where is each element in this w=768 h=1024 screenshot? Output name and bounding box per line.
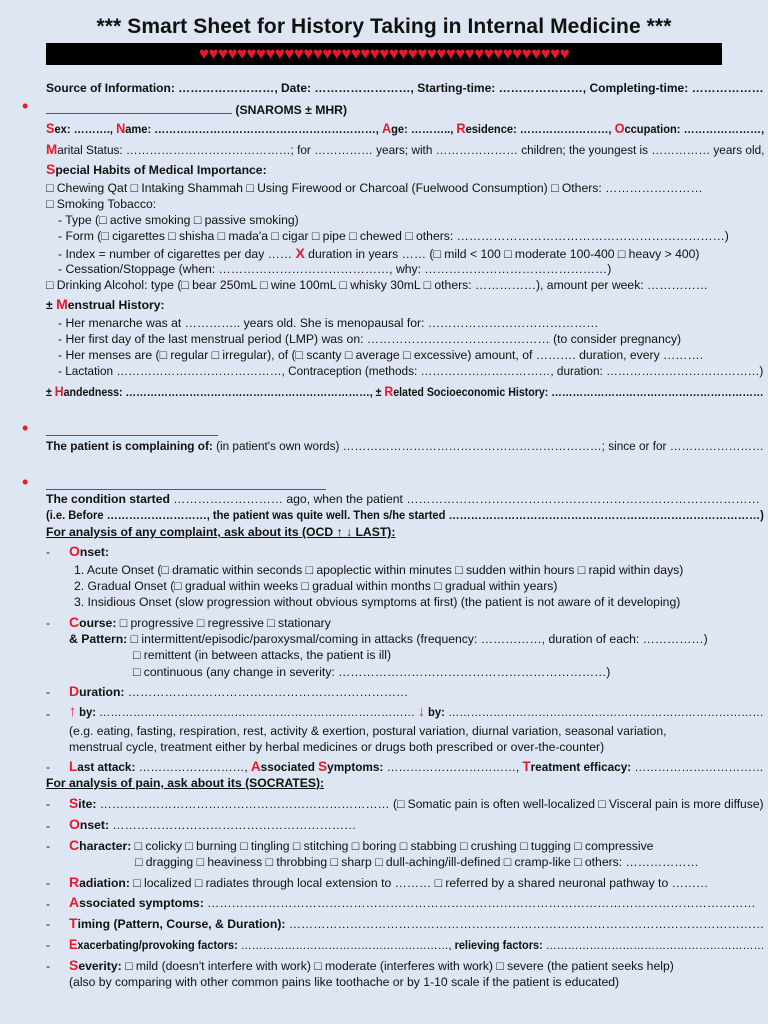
list-dash: - [46,545,51,559]
list-dash: - [46,707,51,721]
alcohol-line[interactable]: □ Drinking Alcohol: type (□ bear 250mL □ wine 100mL □ whisky 30mL □ others: ……………), amount per week: …………… [46,278,708,292]
list-dash: - [46,685,51,699]
page-title: *** Smart Sheet for History Taking in Internal Medicine *** [96,15,672,38]
socrates-heading: For analysis of pain, ask about its (SOCRATES): [46,776,325,790]
list-dash: - [46,917,51,931]
before-line[interactable]: (i.e. Before ………………………, the patient was quite well. Then s/he started …………………………………………………………………………) [46,508,764,522]
list-dash: - [46,797,51,811]
list-dash: - [46,819,51,833]
gradual-onset[interactable]: 2. Gradual Onset (□ gradual within weeks □ gradual within months □ gradual within years) [74,579,558,593]
menarche-line[interactable]: - Her menarche was at ………….. years old. She is menopausal for: …………………………………… [58,316,599,330]
factors-example-1: (e.g. eating, fasting, respiration, rest, activity & exertion, postural variation, diurnal variation, seasonal variation, [69,724,667,738]
section-bullet: • [22,96,29,116]
marital-status-line[interactable]: Marital Status: ……………………………………; for …………… years; with ………………… children; the youngest is …………… years old, [46,141,765,157]
sex-name-line[interactable]: Sex: ………., Name: ……………………………………………………, Age: ……….., Residence: ……………………, Occupation: …………………, [46,120,765,136]
smoking-type[interactable]: - Type (□ active smoking □ passive smoking) [58,213,299,227]
list-dash: - [46,839,51,853]
habits-checklist[interactable]: □ Chewing Qat □ Intaking Shammah □ Using Firewood or Charcoal (Fuelwood Consumption) □ Others: …………………… [46,181,703,195]
last-attack-line[interactable]: Last attack: ………………………, Associated Symptoms: ……………………………, Treatment efficacy: …………………………… [69,758,764,774]
aggravating-relieving-line[interactable]: ↑ by: ………………………………………………………………………… ↓ by: ………………………………………………………………………… [69,703,764,720]
handedness-line[interactable]: ± Handedness: ……………………………………………………………, ± Related Socioeconomic History: …………………………………………………… [46,383,764,399]
remittent-option[interactable]: □ remittent (in between attacks, the patient is ill) [133,648,391,662]
acute-onset[interactable]: 1. Acute Onset (□ dramatic within seconds □ apoplectic within minutes □ sudden within hours □ rapid within days) [74,563,684,577]
character-line[interactable]: Character: □ colicky □ burning □ tingling □ stitching □ boring □ stabbing □ crushing □ tugging □ compressive [69,837,654,853]
pattern-line[interactable]: & Pattern: □ intermittent/episodic/paroxysmal/coming in attacks (frequency: ……………, duration of each: ……………) [69,632,708,646]
associated-symptoms-line[interactable]: Associated symptoms: ……………………………………………………………………………………………………………………… [69,894,756,910]
arrow-up-icon: ↑ [69,703,76,720]
factors-example-2: menstrual cycle, treatment either by herbal medicines or drugs both prescribed or over-the-counter) [69,740,605,754]
character-line-2[interactable]: □ dragging □ heaviness □ throbbing □ sharp □ dull-aching/ill-defined □ cramp-like □ others: ……………… [135,855,699,869]
pain-onset-line[interactable]: Onset: …………………………………………………… [69,816,357,832]
special-habits-heading: Special Habits of Medical Importance: [46,161,267,177]
timing-line[interactable]: Timing (Pattern, Course, & Duration): ……………………………………………………………………………………………………… [69,915,765,931]
severity-note: (also by comparing with other common pains like toothache or by 1-10 scale if the patient is educated) [69,975,620,989]
exacerbating-line[interactable]: Exacerbating/provoking factors: …………………………………………………, relieving factors: …………………………………………………… [69,936,765,952]
onset-heading: Onset: [69,543,110,559]
snaroms-label: (SNAROMS ± MHR) [235,103,348,117]
menstrual-heading: ± Menstrual History: [46,296,165,312]
ocd-last-heading: For analysis of any complaint, ask about its (OCD ↑ ↓ LAST): [46,525,396,539]
list-dash: - [46,959,51,973]
heading-blank[interactable] [46,101,232,114]
list-dash: - [46,876,51,890]
duration-line[interactable]: Duration: …………………………………………………………… [69,683,409,699]
smoking-cessation[interactable]: - Cessation/Stoppage (when: ……………………………………, why: ………………………………………) [58,262,612,276]
site-line[interactable]: Site: ……………………………………………………………… (□ Somatic pain is often well-localized □ Visceral pain is more diffuse) [69,795,764,811]
lactation-line[interactable]: - Lactation ……………………………………, Contraception (methods: ……………………………, duration: …………………………………) [58,364,764,378]
menses-line[interactable]: - Her menses are (□ regular □ irregular), of (□ scanty □ average □ excessive) amount, of ………. duration, every ………. [58,348,704,362]
heading-blank[interactable] [46,477,326,490]
condition-started-line[interactable]: The condition started ……………………… ago, when the patient …………………………………………………………………………… [46,492,760,506]
lmp-line[interactable]: - Her first day of the last menstrual period (LMP) was on: ……………………………………… (to consider pregnancy) [58,332,682,346]
heading-blank[interactable] [46,423,218,436]
continuous-option[interactable]: □ continuous (any change in severity: …………………………………………………………) [133,665,611,679]
list-dash: - [46,616,51,630]
severity-line[interactable]: Severity: □ mild (doesn't interfere with work) □ moderate (interferes with work) □ severe (the patient seeks help) [69,957,674,973]
course-line[interactable]: Course: □ progressive □ regressive □ stationary [69,614,331,630]
section-bullet: • [22,418,29,438]
snaroms-heading [46,101,347,118]
source-info-line[interactable]: Source of Information: ……………………, Date: ……………………, Starting-time: …………………, Completing-time: ……………… [46,81,764,95]
list-dash: - [46,897,51,911]
smoking-form[interactable]: - Form (□ cigarettes □ shisha □ mada'a □ cigar □ pipe □ chewed □ others: …………………………………………………………) [58,229,729,243]
radiation-line[interactable]: Radiation: □ localized □ radiates through local extension to ……… □ referred by a shared neuronal pathway to ……… [69,874,709,890]
list-dash: - [46,938,51,952]
list-dash: - [46,760,51,774]
hearts-banner: ♥♥♥♥♥♥♥♥♥♥♥♥♥♥♥♥♥♥♥♥♥♥♥♥♥♥♥♥♥♥♥♥♥♥♥♥♥♥♥ [46,43,722,65]
section-bullet: • [22,472,29,492]
insidious-onset[interactable]: 3. Insidious Onset (slow progression without obvious symptoms at first) (the patient is not aware of it developing) [74,595,681,609]
arrow-down-icon: ↓ [417,703,425,720]
smoking-checkbox[interactable]: □ Smoking Tobacco: [46,197,157,211]
smoking-index[interactable]: - Index = number of cigarettes per day …… X duration in years …… (□ mild < 100 □ moderate 100-400 □ heavy > 400) [58,245,700,261]
complaint-line[interactable]: The patient is complaining of: (in patient's own words) …………………………………………………………; since or for …………………… [46,439,764,453]
